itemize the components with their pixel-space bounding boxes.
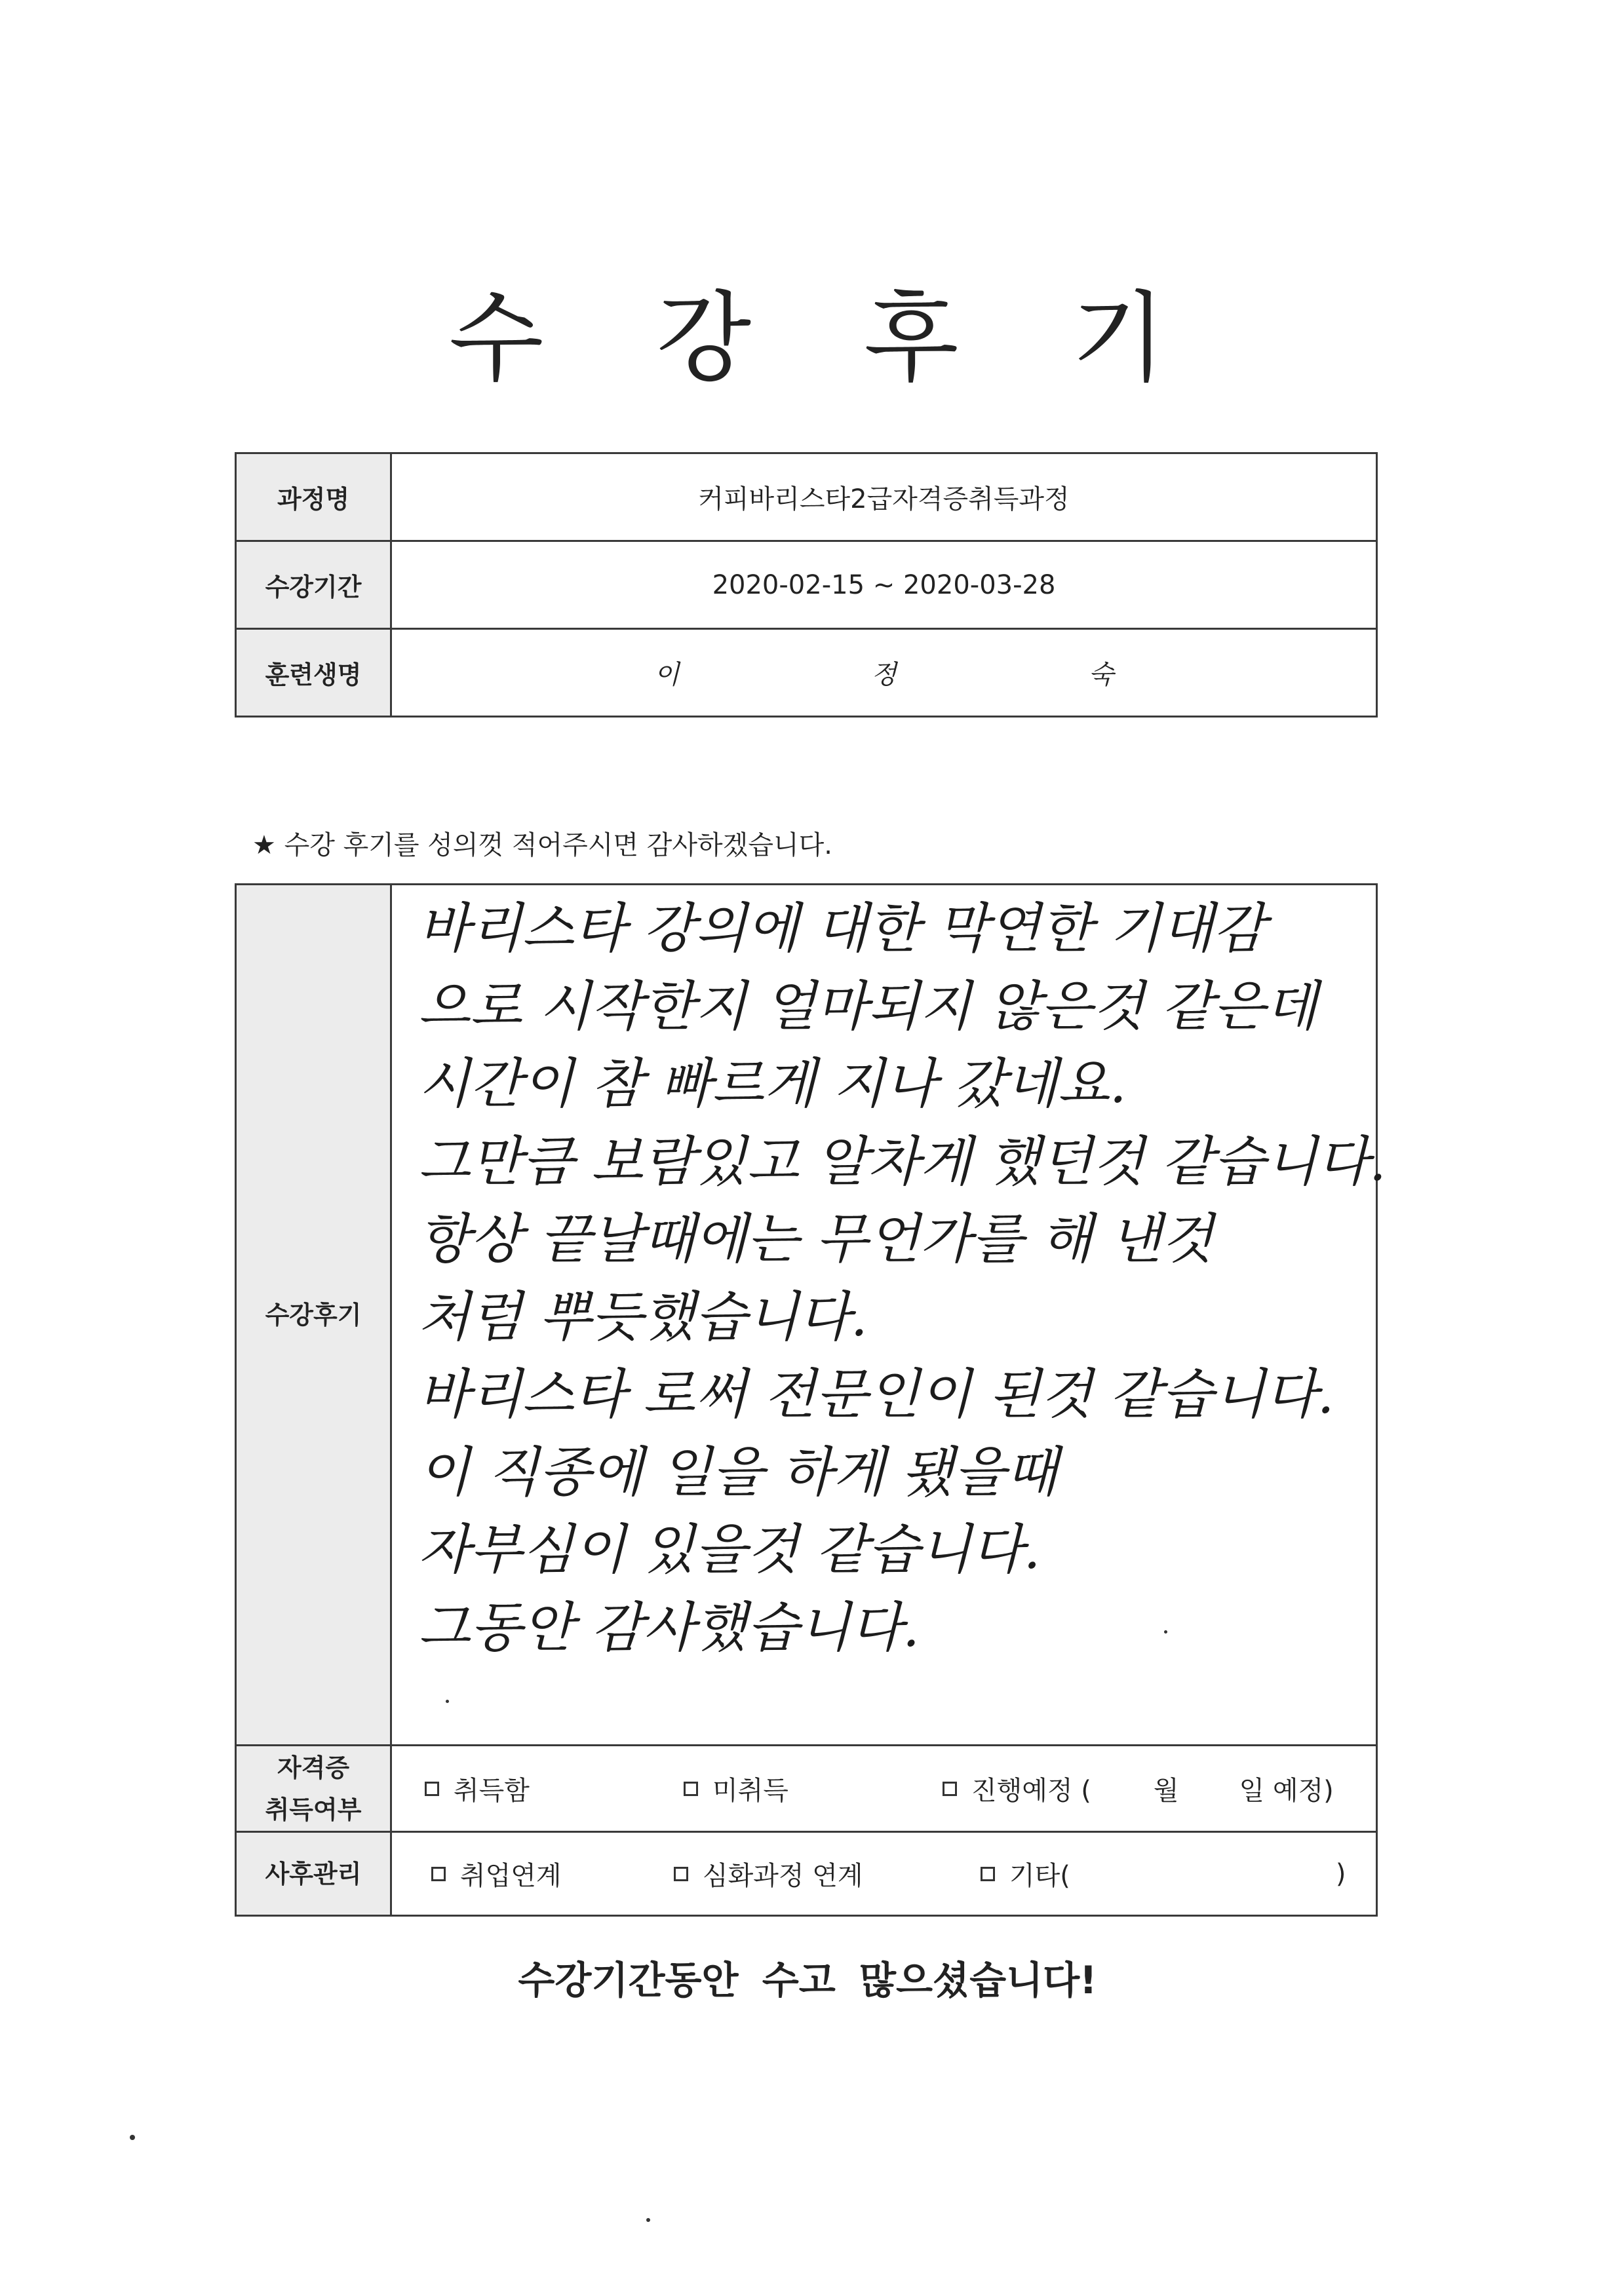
scan-speck xyxy=(1164,1630,1167,1634)
period-label: 수강기간 xyxy=(236,541,391,629)
cert-option-not-acquired-label: 미취득 xyxy=(712,1776,788,1806)
review-label: 수강후기 xyxy=(236,885,391,1746)
cert-option-scheduled-label: 진행예정 ( xyxy=(971,1776,1091,1806)
cert-day-label: 일 예정) xyxy=(1239,1776,1334,1806)
review-table xyxy=(235,883,1386,1917)
aftercare-option-job[interactable] xyxy=(431,1855,674,1892)
closing-message: 수강기간동안 수고 많으셨습니다! xyxy=(518,1958,1097,2002)
review-line: 자부심이 있을것 같습니다. xyxy=(418,1519,1041,1581)
certification-options xyxy=(391,1746,1377,1832)
scan-speck xyxy=(646,2218,650,2222)
aftercare-option-job-label: 취업연계 xyxy=(460,1861,562,1891)
course-name-value: 커피바리스타2급자격증취득과정 xyxy=(391,453,1377,541)
aftercare-other-close: ) xyxy=(1335,1858,1346,1889)
course-row xyxy=(236,453,1377,541)
course-name-label: 과정명 xyxy=(236,453,391,541)
document-title: 수 강 후 기 xyxy=(448,282,1207,396)
certification-label xyxy=(236,1746,391,1832)
cert-option-not-acquired[interactable] xyxy=(684,1770,943,1807)
review-line: 바리스타 강의에 대한 막연한 기대감 xyxy=(418,898,1266,960)
scan-speck xyxy=(446,1700,449,1703)
aftercare-option-advanced[interactable] xyxy=(674,1855,981,1892)
cert-option-acquired-label: 취득함 xyxy=(454,1776,530,1806)
review-line: 처럼 뿌듯했습니다. xyxy=(418,1286,868,1349)
review-line: 항상 끝날때에는 무언가를 해 낸것 xyxy=(418,1208,1214,1271)
checkbox-icon[interactable] xyxy=(431,1867,446,1881)
aftercare-options xyxy=(391,1832,1377,1916)
aftercare-option-other[interactable] xyxy=(981,1855,1346,1892)
checkbox-icon[interactable] xyxy=(684,1782,698,1796)
checkbox-icon[interactable] xyxy=(674,1867,688,1881)
aftercare-row xyxy=(236,1832,1377,1916)
trainee-row xyxy=(236,629,1377,717)
review-row xyxy=(236,885,1377,1746)
aftercare-option-advanced-label: 심화과정 연계 xyxy=(703,1861,863,1891)
review-line: 그만큼 보람있고 알차게 했던것 같습니다. xyxy=(418,1130,1386,1193)
review-body xyxy=(391,885,1386,1746)
review-line: 이 직종에 일을 하게 됐을때 xyxy=(418,1441,1058,1504)
review-line: 시간이 참 빠르게 지나 갔네요. xyxy=(418,1053,1127,1115)
aftercare-label: 사후관리 xyxy=(236,1832,391,1916)
review-line: 바리스타 로써 전문인이 된것 같습니다. xyxy=(418,1364,1334,1426)
scan-speck xyxy=(130,2135,135,2140)
checkbox-icon[interactable] xyxy=(981,1867,995,1881)
aftercare-option-other-label: 기타( xyxy=(1009,1861,1070,1891)
cert-option-scheduled[interactable] xyxy=(943,1770,1334,1807)
trainee-name-handwritten: 이 정 숙 xyxy=(391,629,1377,717)
review-line: 으로 시작한지 얼마되지 않은것 같은데 xyxy=(418,975,1317,1038)
period-value: 2020-02-15 ~ 2020-03-28 xyxy=(391,541,1377,629)
certification-label-line1: 자격증 xyxy=(277,1753,350,1782)
checkbox-icon[interactable] xyxy=(943,1782,957,1796)
cert-month-label: 월 xyxy=(1153,1776,1179,1806)
notice-text: ★ 수강 후기를 성의껏 적어주시면 감사하겠습니다. xyxy=(252,830,832,860)
period-row xyxy=(236,541,1377,629)
cert-option-acquired[interactable] xyxy=(425,1770,684,1807)
checkbox-icon[interactable] xyxy=(425,1782,439,1796)
course-info-table xyxy=(235,452,1378,718)
review-line: 그동안 감사했습니다. xyxy=(418,1596,920,1659)
certification-label-line2: 취득여부 xyxy=(265,1795,362,1824)
certification-row xyxy=(236,1746,1377,1832)
trainee-label: 훈련생명 xyxy=(236,629,391,717)
